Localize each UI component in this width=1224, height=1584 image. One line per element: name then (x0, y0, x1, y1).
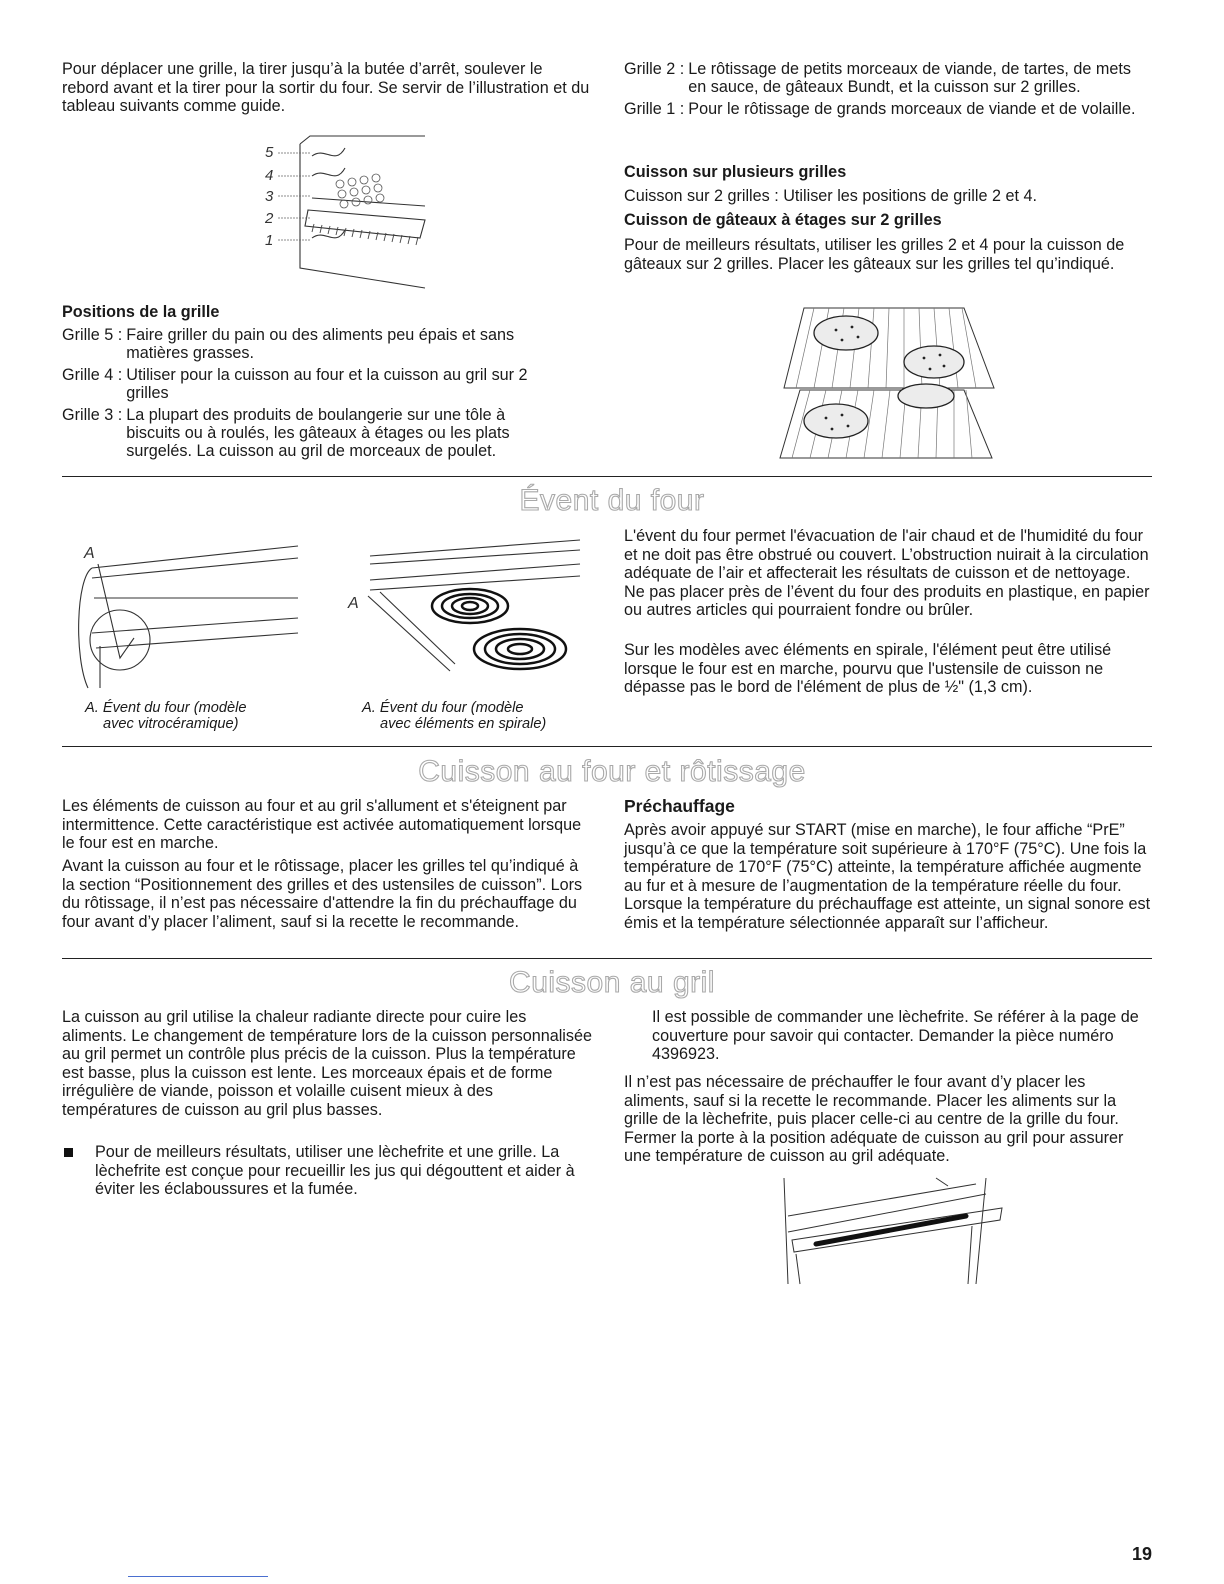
preheat-heading: Préchauffage (624, 796, 735, 816)
rack-label-5: 5 (265, 144, 274, 161)
rack-item-text: Faire griller du pain ou des aliments peu épais et sans matières grasses. (126, 326, 515, 363)
broil-bullet-text: Pour de meilleurs résultats, utiliser une lèchefrite et une grille. La lèchefrite est conçue pour recueillir les jus qui dégouttent et aider à éviter les éclaboussures et la fumée. (95, 1143, 575, 1199)
rack-item-text: La plupart des produits de boulangerie sur une tôle à biscuits ou à roulés, les gâteaux à étages ou les plats surgelés. La cuisson au gril de morceaux de poulet. (126, 405, 510, 461)
broil-paragraph-3: Il n’est pas nécessaire de préchauffer le four avant d’y placer les aliments, sauf si la recette le recommande. Placer les aliments sur la grille de la lèchefrite, puis placer celle-ci au centre de la grille du four. Fermer la porte à la position adéquate de cuisson au gril pour assurer une température de cuisson au gril adéquate. (624, 1073, 1124, 1166)
vent-paragraph-1: L'évent du four permet l'évacuation de l'air chaud et de l'humidité du four et ne doit pas être obstrué ou couvert. L’obstruction nuirait à la circulation adéquate de l’air et affecterait les résultats de cuisson et de nettoyage. Ne pas placer près de l’évent du four des produits en plastique, en papier ou autres articles qui pourraient fondre ou brûler. (624, 527, 1150, 620)
rack-item-text: Le rôtissage de petits morceaux de viande, de tartes, de mets en sauce, de gâteaux Bundt, et la cuisson sur 2 grilles. (688, 60, 1131, 97)
footer-link-line (128, 1576, 268, 1577)
broil-paragraph-2: Il est possible de commander une lèchefrite. Se référer à la page de couverture pour savoir qui contacter. Demander la pièce numéro 4396923. (652, 1008, 1139, 1064)
preheat-text: Après avoir appuyé sur START (mise en marche), le four affiche “PrE” jusqu’à ce que la température soit supérieure à 170°F (75°C). Une fois la température de 170°F (75°C) atteinte, la température affichée augmente au fur et à mesure de l’augmentation de la température réelle du four. Lorsque la température du préchauffage est atteinte, un signal sonore est émis et la température sélectionnée apparaît sur l’afficheur. (624, 821, 1151, 932)
rack-item-label: Grille 5 : (62, 326, 123, 344)
vent-label-a: A (348, 595, 359, 612)
positions-heading: Positions de la grille (62, 303, 220, 321)
section-divider (62, 746, 1152, 747)
rack-item-label: Grille 2 : (624, 60, 685, 78)
caption-line: A. Évent du four (modèle (362, 700, 524, 716)
bake-section-title: Cuisson au four et rôtissage (418, 755, 806, 788)
rack-label-4: 4 (265, 167, 274, 184)
caption-line: avec éléments en spirale) (380, 716, 547, 732)
rack-label-3: 3 (265, 188, 274, 205)
bullet-square (64, 1148, 73, 1157)
vent-caption-1 (85, 700, 246, 732)
rack-item-label: Grille 1 : (624, 99, 685, 118)
rack-label-2: 2 (265, 210, 274, 227)
broil-paragraph-1: La cuisson au gril utilise la chaleur radiante directe pour cuire les aliments. Le changement de température lors de la cuisson personnalisée au gril permet un contrôle plus précis de la cuisson. Plus la température est basse, plus la cuisson est lente. Les morceaux épais et de forme irrégulière de viande, poisson et volaille cuisent mieux à des températures de cuisson au gril plus basses. (62, 1008, 592, 1119)
rack-list-left (62, 326, 562, 464)
rack-item (62, 406, 562, 461)
rack-item-text: Utiliser pour la cuisson au four et la cuisson au gril sur 2 grilles (126, 365, 528, 403)
vent-coil-figure (340, 536, 585, 696)
page-number: 19 (1132, 1544, 1153, 1564)
vent-caption-2 (362, 700, 546, 732)
cakes-text: Pour de meilleurs résultats, utiliser les grilles 2 et 4 pour la cuisson de gâteaux sur 2 grilles. Placer les gâteaux sur les grilles tel qu’indiqué. (624, 236, 1125, 273)
vent-label-a: A (84, 545, 95, 562)
caption-line: A. Évent du four (modèle (85, 700, 247, 716)
rack-item-text: Pour le rôtissage de grands morceaux de viande et de volaille. (688, 99, 1136, 118)
rack-list-right (624, 60, 1152, 121)
rack-item-label: Grille 4 : (62, 365, 123, 384)
multi-rack-text: Cuisson sur 2 grilles : Utiliser les positions de grille 2 et 4. (624, 187, 1037, 205)
rack-item (62, 366, 562, 403)
vent-paragraph-2: Sur les modèles avec éléments en spirale, l'élément peut être utilisé lorsque le four est en marche, pourvu que l'ustensile de cuisson ne dépasse pas le bord de l'élément de plus de ½" (1,3 cm). (624, 641, 1112, 697)
rack-item (62, 326, 562, 363)
cakes-heading: Cuisson de gâteaux à étages sur 2 grilles (624, 211, 942, 229)
rack-label-1: 1 (265, 232, 274, 249)
bake-paragraph-1: Les éléments de cuisson au four et au gril s'allument et s'éteignent par intermittence. Cette caractéristique est activée automatiquement lorsque le four est en marche. (62, 797, 582, 853)
rack-item (624, 60, 1152, 97)
rack-item-label: Grille 3 : (62, 405, 123, 424)
multi-rack-heading: Cuisson sur plusieurs grilles (624, 163, 847, 181)
bake-paragraph-2: Avant la cuisson au four et le rôtissage, placer les grilles tel qu’indiqué à la section “Positionnement des grilles et des ustensiles de cuisson”. Lors du rôtissage, il n’est pas nécessaire d'attendre la fin du préchauffage du four avant d’y placer l’aliment, sauf si la recette le recommande. (62, 857, 583, 931)
vent-ceramic-figure (62, 538, 302, 698)
broil-section-title: Cuisson au gril (509, 966, 715, 999)
caption-line: avec vitrocéramique) (103, 716, 239, 732)
broil-door-figure (776, 1176, 1006, 1288)
rack-positions-figure (250, 126, 450, 296)
broil-bullet (62, 1143, 592, 1199)
section-divider (62, 476, 1152, 477)
vent-section-title: Évent du four (519, 484, 705, 517)
rack-intro: Pour déplacer une grille, la tirer jusqu’à la butée d’arrêt, soulever le rebord avant et la tirer pour la sortir du four. Se servir de l’illustration et du tableau suivants comme guide. (62, 60, 590, 116)
section-divider (62, 958, 1152, 959)
two-rack-cakes-figure (774, 300, 1004, 462)
rack-item (624, 100, 1152, 118)
